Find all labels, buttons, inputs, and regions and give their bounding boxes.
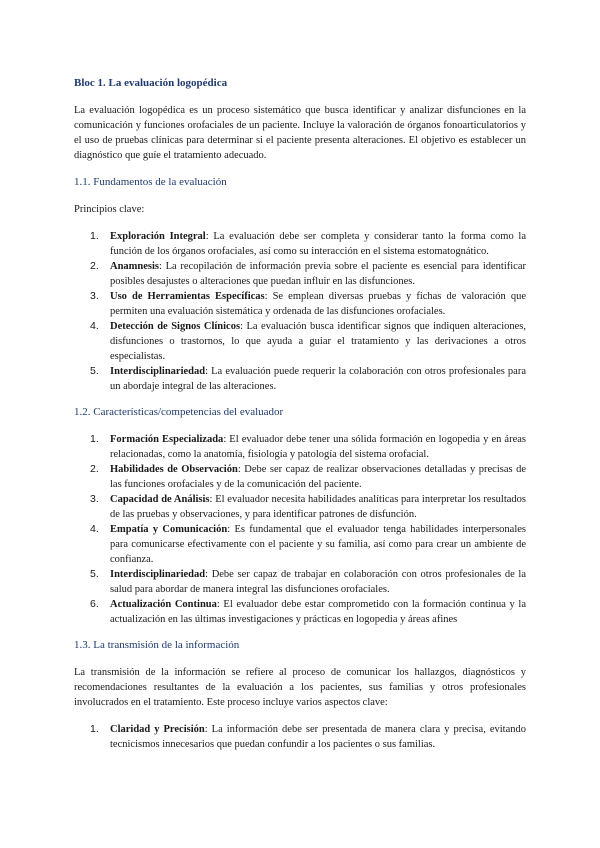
- list-text: : La información debe ser presentada de manera clara y precisa, evitando tecnicismos innecesarios que puedan confundir a los pacientes o sus familias.: [110, 724, 526, 750]
- section-title-1-1: 1.1. Fundamentos de la evaluación: [74, 176, 227, 188]
- list-item: [74, 462, 526, 492]
- list-text: : Es fundamental que el evaluador tenga habilidades interpersonales para comunicarse efectivamente con el paciente y su familia, así como para crear un ambiente de confianza.: [110, 524, 526, 565]
- intro-paragraph: La evaluación logopédica es un proceso sistemático que busca identificar y analizar disfunciones en la comunicación y funciones orofaciales de un paciente. Incluye la valoración de órganos fonoarticulatorios y el uso de pruebas clínicas para determinar si el paciente presenta alteraciones. El objetivo es establecer un diagnóstico que guíe el tratamiento adecuado.: [74, 105, 526, 161]
- list-text: : El evaluador debe tener una sólida formación en logopedia y en áreas relacionadas, como la anatomía, fisiología y patología del sistema orofacial.: [110, 434, 526, 460]
- list-text: : El evaluador necesita habilidades analíticas para interpretar los resultados de las pruebas y observaciones, y para identificar patrones de disfunción.: [110, 494, 526, 520]
- list-term: Uso de Herramientas Específicas: [110, 291, 265, 302]
- list-text: : El evaluador debe estar comprometido con la formación continua y la actualización en las últimas investigaciones y prácticas en logopedia y áreas afines: [110, 599, 526, 625]
- list-term: Formación Especializada: [110, 434, 224, 445]
- list-number: 5.: [90, 568, 99, 580]
- list-term: Claridad y Precisión: [110, 724, 205, 735]
- list-item: [74, 432, 526, 462]
- list-term: Interdisciplinariedad: [110, 366, 206, 377]
- list-text: : La evaluación busca identificar signos que indiquen alteraciones, disfunciones o trastornos, lo que ayuda a guiar el tratamiento y las derivaciones a otros especialistas.: [110, 321, 526, 362]
- list-number: 2.: [90, 463, 99, 475]
- list-item: [74, 319, 526, 364]
- list-item: [74, 522, 526, 567]
- list-number: 2.: [90, 260, 99, 272]
- list-item: [74, 259, 526, 289]
- list-term: Anamnesis: [110, 261, 160, 272]
- list-number: 1.: [90, 230, 99, 242]
- list-text: : Se emplean diversas pruebas y fichas de valoración que permiten una evaluación sistemática y ordenada de las disfunciones orofaciales.: [110, 291, 526, 317]
- section-title-1-2: 1.2. Características/competencias del evaluador: [74, 406, 284, 418]
- list-term: Interdisciplinariedad: [110, 569, 206, 580]
- list-item: [74, 597, 526, 627]
- list-term: Capacidad de Análisis: [110, 494, 210, 505]
- list-term: Actualización Continua: [110, 599, 217, 610]
- list-item: [74, 492, 526, 522]
- list-term: Exploración Integral: [110, 231, 206, 242]
- list-item: [74, 567, 526, 597]
- list-text: : La evaluación puede requerir la colaboración con otros profesionales para un abordaje integral de las alteraciones.: [110, 366, 526, 392]
- list-item: [74, 722, 526, 752]
- list-number: 4.: [90, 320, 99, 332]
- list-text: : La recopilación de información previa sobre el paciente es esencial para identificar posibles desajustes o alteraciones que puedan influir en las disfunciones.: [110, 261, 526, 287]
- list-number: 1.: [90, 433, 99, 445]
- list-number: 6.: [90, 598, 99, 610]
- list-item: [74, 364, 526, 394]
- section-title-1-3: 1.3. La transmisión de la información: [74, 639, 240, 651]
- list-term: Habilidades de Observación: [110, 464, 238, 475]
- principles-lead: Principios clave:: [74, 204, 145, 215]
- list-number: 3.: [90, 493, 99, 505]
- list-number: 3.: [90, 290, 99, 302]
- list-number: 5.: [90, 365, 99, 377]
- principles-list: [74, 229, 526, 394]
- list-text: : La evaluación debe ser completa y considerar tanto la forma como la función de los órganos orofaciales, así como su interacción en el sistema estomatognático.: [110, 231, 527, 257]
- bloc-title: Bloc 1. La evaluación logopédica: [74, 77, 228, 89]
- list-term: Empatía y Comunicación: [110, 524, 228, 535]
- list-item: [74, 289, 526, 319]
- list-text: : Debe ser capaz de trabajar en colaboración con otros profesionales de la salud para abordar de manera integral las disfunciones orofaciales.: [110, 569, 526, 595]
- list-item: [74, 229, 526, 259]
- list-text: : Debe ser capaz de realizar observaciones detalladas y precisas de las funciones orofaciales y de la comunicación del paciente.: [110, 464, 527, 490]
- competencies-list: [74, 432, 526, 627]
- list-term: Detección de Signos Clínicos: [110, 321, 241, 332]
- transmission-list: [74, 722, 526, 752]
- list-number: 4.: [90, 523, 99, 535]
- list-number: 1.: [90, 723, 99, 735]
- transmission-paragraph: La transmisión de la información se refiere al proceso de comunicar los hallazgos, diagnósticos y recomendaciones resultantes de la evaluación a los pacientes, sus familias y otros profesionales involucrados en el tratamiento. Este proceso incluye varios aspectos clave:: [74, 667, 526, 708]
